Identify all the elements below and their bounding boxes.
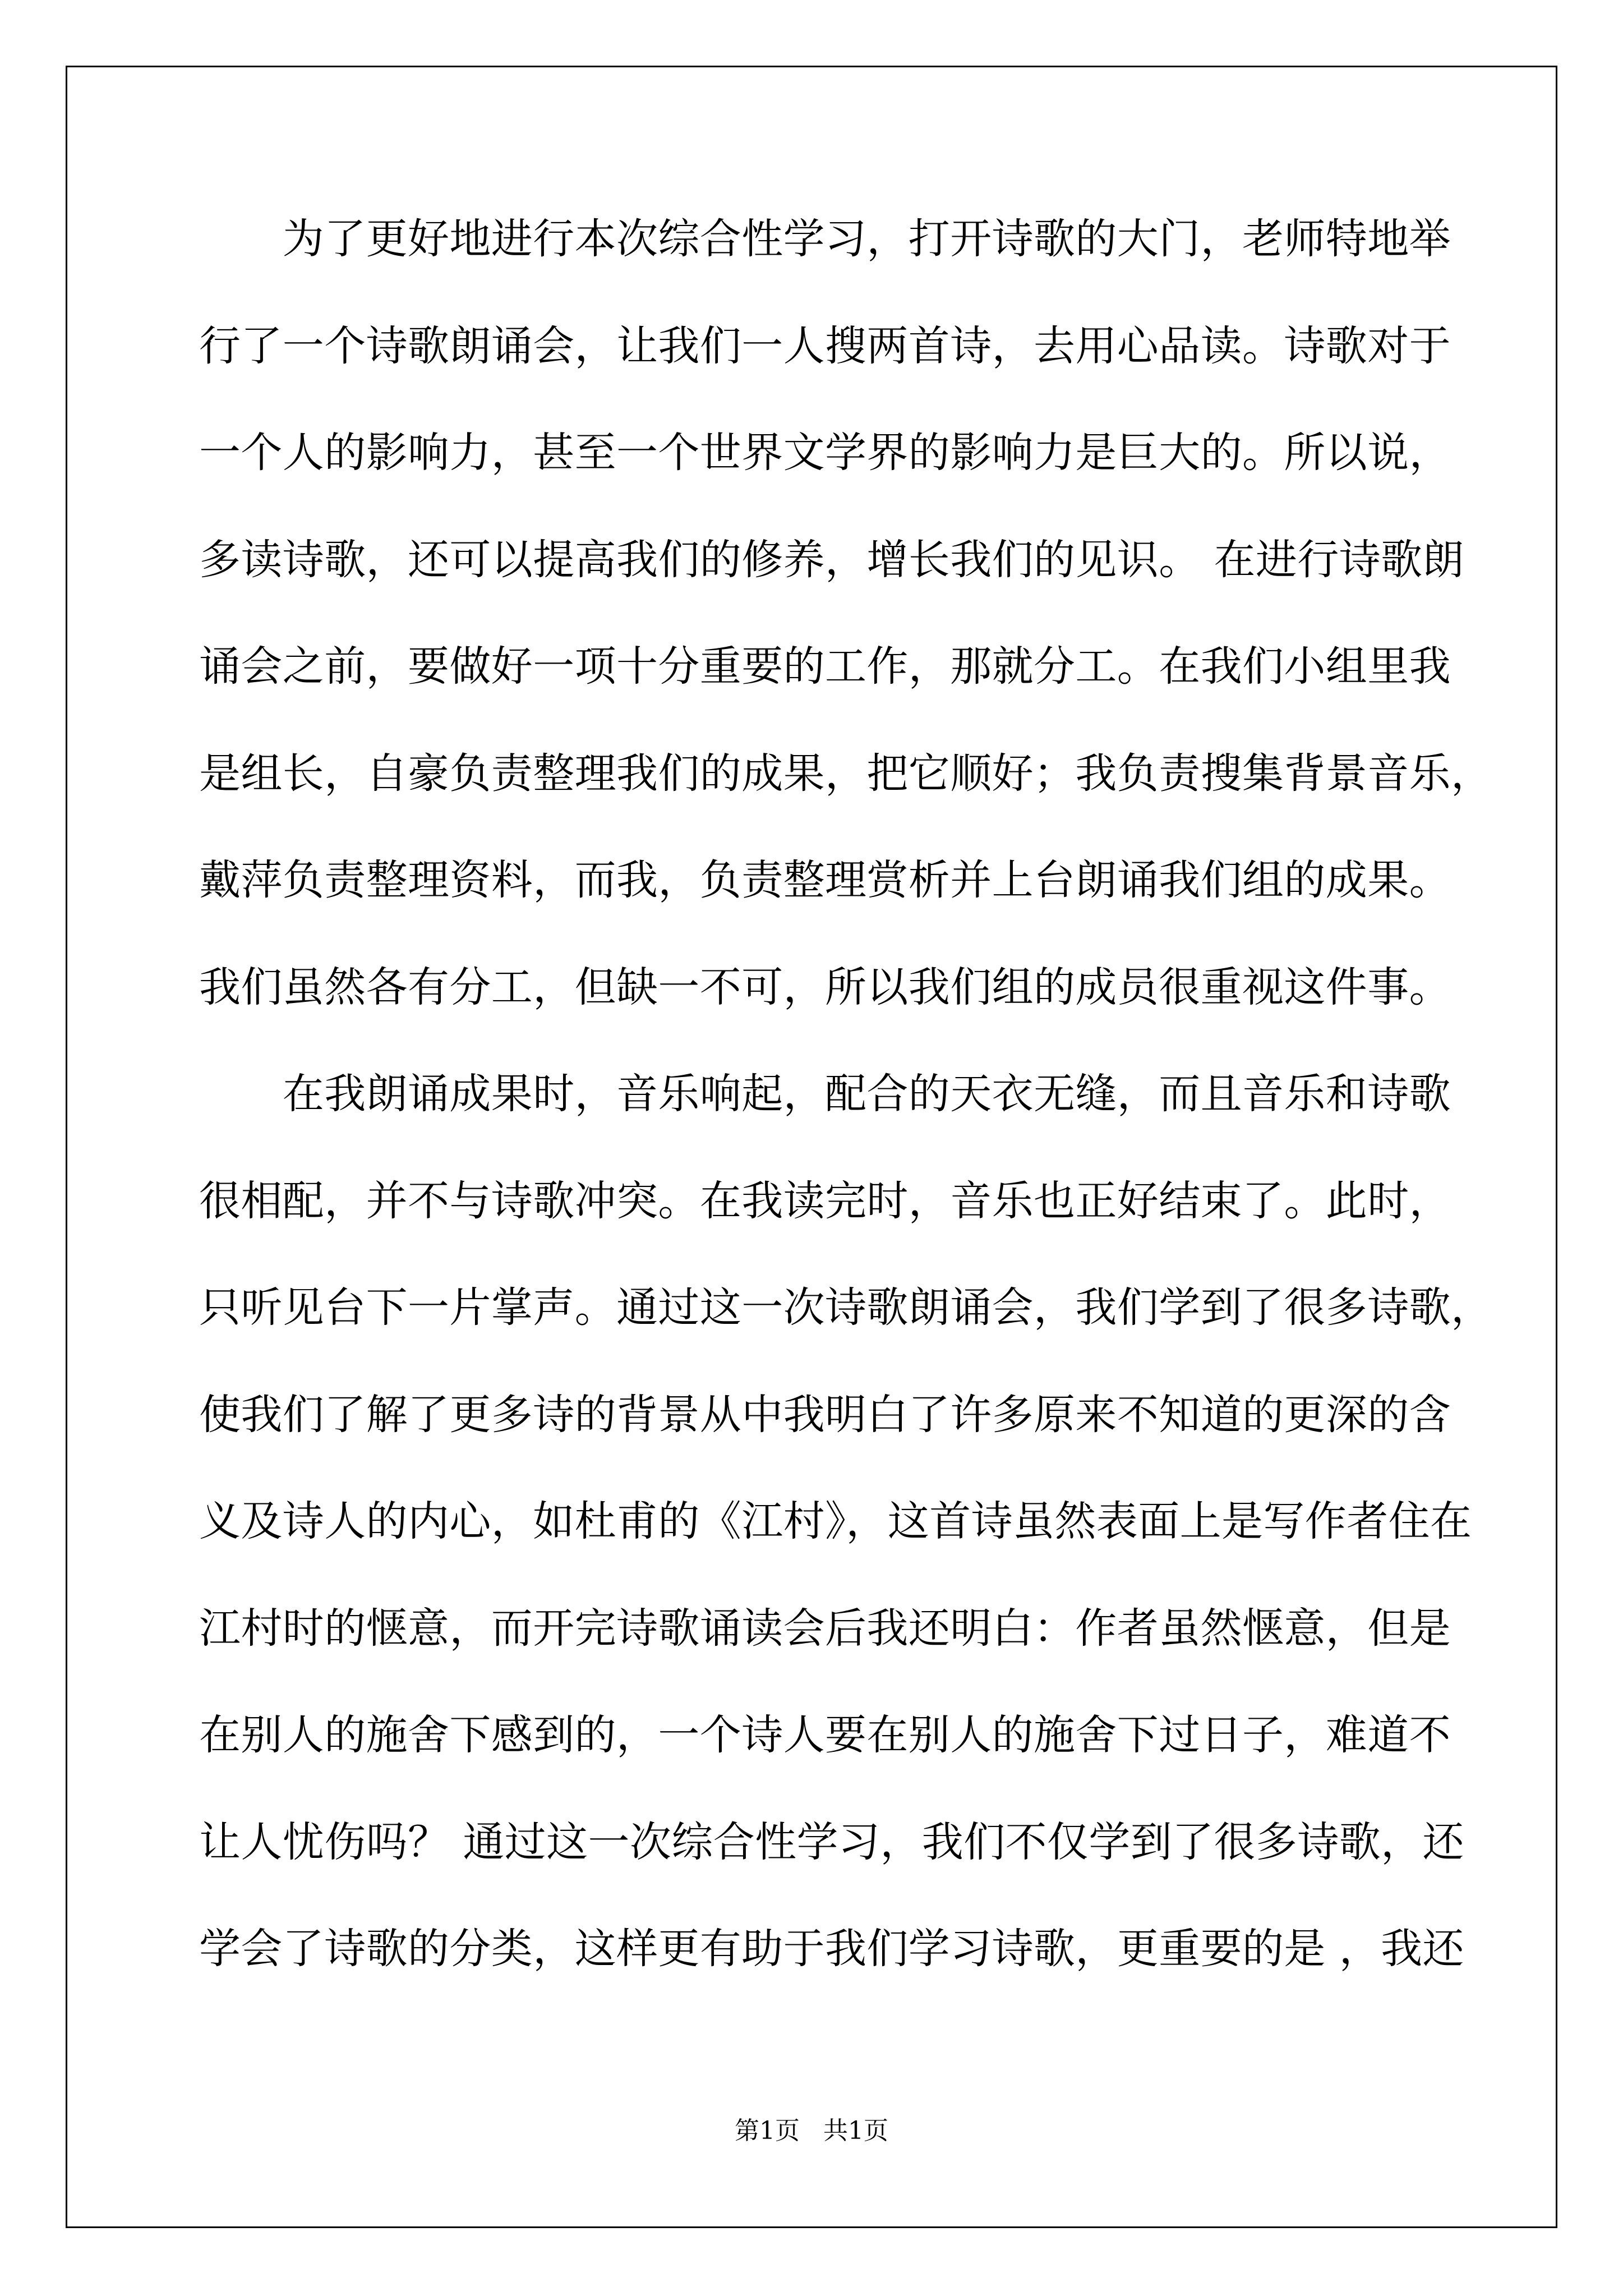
text-line: 让人忧伤吗？ 通过这一次综合性学习，我们不仅学到了很多诗歌，还 xyxy=(199,1818,1464,1866)
text-line: 一个人的影响力，甚至一个世界文学界的影响力是巨大的。所以说， xyxy=(199,429,1451,477)
text-line: 我们虽然各有分工，但缺一不可，所以我们组的成员很重视这件事。 xyxy=(199,963,1451,1011)
text-line: 只听见台下一片掌声。通过这一次诗歌朗诵会，我们学到了很多诗歌， xyxy=(199,1283,1493,1332)
text-line: 学会了诗歌的分类，这样更有助于我们学习诗歌，更重要的是 ，我还 xyxy=(199,1925,1464,1973)
text-line: 多读诗歌，还可以提高我们的修养，增长我们的见识。 在进行诗歌朗 xyxy=(199,535,1464,584)
text-line: 义及诗人的内心，如杜甫的《江村》，这首诗虽然表面上是写作者住在 xyxy=(199,1497,1472,1545)
text-line: 为了更好地进行本次综合性学习，打开诗歌的大门，老师特地举 xyxy=(199,215,1451,263)
text-line: 江村时的惬意，而开完诗歌诵读会后我还明白：作者虽然惬意，但是 xyxy=(199,1604,1451,1653)
text-line: 戴萍负责整理资料，而我，负责整理赏析并上台朗诵我们组的成果。 xyxy=(199,856,1451,904)
text-line: 行了一个诗歌朗诵会，让我们一人搜两首诗，去用心品读。诗歌对于 xyxy=(199,321,1451,370)
text-line: 在我朗诵成果时，音乐响起，配合的天衣无缝，而且音乐和诗歌 xyxy=(199,1070,1451,1118)
document-body xyxy=(199,215,1493,2035)
text-line: 在别人的施舍下感到的，一个诗人要在别人的施舍下过日子，难道不 xyxy=(199,1711,1451,1759)
text-line: 诵会之前，要做好一项十分重要的工作，那就分工。在我们小组里我 xyxy=(199,642,1451,691)
text-line: 是组长，自豪负责整理我们的成果，把它顺好；我负责搜集背景音乐， xyxy=(199,749,1493,798)
text-line: 很相配，并不与诗歌冲突。在我读完时，音乐也正好结束了。此时， xyxy=(199,1176,1451,1225)
text-line: 使我们了解了更多诗的背景从中我明白了许多原来不知道的更深的含 xyxy=(199,1390,1451,1439)
page-number-footer: 第1页 共1页 xyxy=(735,2116,888,2145)
